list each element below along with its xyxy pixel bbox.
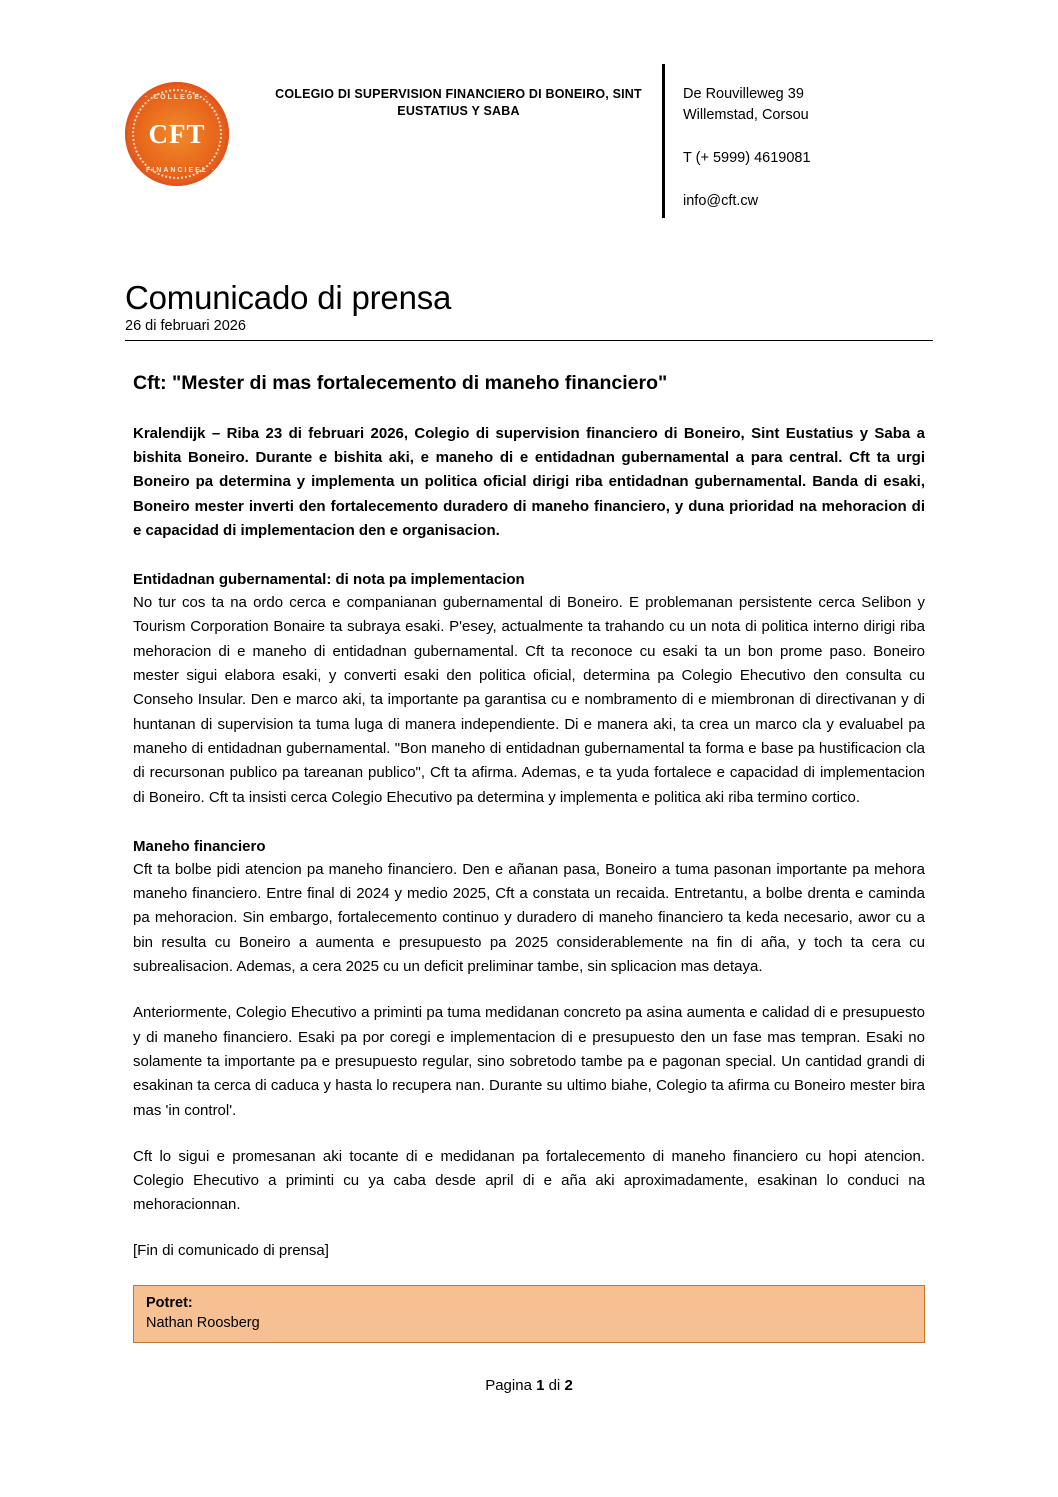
document-title-block — [125, 280, 933, 341]
section-2-paragraph-2: Anteriormente, Colegio Ehecutivo a priminti pa tuma medidanan concreto pa asina aumenta e calidad di e presupuesto y di maneho financiero. Esaki pa por coregi e implementacion di e presupuesto den un fase mas tempran. Esaki no solamente ta importante pa e presupuesto regular, sino sobretodo tambe pa e pagonan special. Un cantidad grandi di esakinan ta cerca di caduca y hasta lo recupera nan. Durante su ultimo biahe, Colegio ta afirma cu Boneiro mester bira mas 'in control'. — [133, 1004, 925, 1119]
section-1-heading: Entidadnan gubernamental: di nota pa implementacion — [133, 571, 525, 589]
address-line-1: De Rouvilleweg 39 — [683, 86, 804, 102]
photo-credit-box — [133, 1285, 925, 1344]
section-1-paragraph: No tur cos ta na ordo cerca e companianan gubernamental di Boneiro. E problemanan persistente cerca Selibon y Tourism Corporation Bonaire ta subraya esaki. P'esey, actualmente ta trahando cu un nota di politica interno dirigi riba mehoracion di e maneho di entidadnan gubernamental. Cft ta reconoce cu esaki ta un bon prome paso. Boneiro mester sigui elabora esaki, y converti esaki den politica oficial, determina pa Colegio Ehecutivo den consulta cu Conseho Insular. Den e marco aki, ta importante pa garantisa cu e nombramento di e miembronan di directivanan y di huntanan di supervision ta tuma luga di manera independiente. Di e manera aki, ta crea un marco cla y evaluabel pa maneho di entidadnan gubernamental. "Bon maneho di entidadnan gubernamental ta forma e base pa hustificacion cla di recursonan publico pa tareanan publico", Cft ta afirma. Ademas, e ta yuda fortalece e capacidad di implementacion di Boneiro. Cft ta insisti cerca Colegio Ehecutivo pa determina y implementa e politica aki riba termino cortico. — [133, 594, 925, 806]
logo-arc-bottom-text: · FINANCIEEL · — [137, 167, 217, 174]
page-title: Comunicado di prensa — [125, 279, 452, 317]
phone-line: T (+ 5999) 4619081 — [683, 150, 811, 167]
photo-credit-name: Nathan Roosberg — [146, 1315, 260, 1332]
logo-arc-top-text: · COLLEGE · — [144, 94, 210, 101]
cft-logo-icon — [125, 82, 229, 186]
footer-total-pages: 2 — [564, 1377, 573, 1395]
section-2-heading: Maneho financiero — [133, 837, 266, 855]
footer-separator: di — [544, 1377, 565, 1395]
article-headline: Cft: "Mester di mas fortalecemento di maneho financiero" — [133, 372, 668, 395]
contact-block — [662, 64, 933, 218]
document-header — [125, 64, 933, 228]
document-date: 26 di februari 2026 — [125, 318, 246, 335]
footer-current-page: 1 — [536, 1377, 545, 1395]
page-footer — [133, 1377, 925, 1424]
section-2-paragraph-3: Cft lo sigui e promesanan aki tocante di e medidanan pa fortalecemento di maneho financiero cu hopi atencion. Colegio Ehecutivo a priminti cu ya caba desde april di e aña aki aproximadamente, esakinan lo conduci na mehoracionnan. — [133, 1147, 925, 1214]
logo-wordmark: CFT — [148, 118, 206, 149]
document-body — [125, 371, 933, 1424]
photo-credit-label: Potret: — [146, 1294, 193, 1311]
address-line-2: Willemstad, Corsou — [683, 107, 809, 124]
email-line[interactable]: info@cft.cw — [683, 193, 759, 210]
footer-prefix: Pagina — [485, 1377, 537, 1395]
logo-container — [125, 64, 255, 186]
organization-title: COLEGIO DI SUPERVISION FINANCIERO DI BONEIRO, SINT EUSTATIUS Y SABA — [275, 87, 642, 118]
address-block — [683, 84, 933, 126]
section-2-paragraph-1: Cft ta bolbe pidi atencion pa maneho financiero. Den e añanan pasa, Boneiro a tuma pasonan importante pa mehora maneho financiero. Entre final di 2024 y medio 2025, Cft a constata un recaida. Entretantu, a bolbe drenta e caminda pa mehoracion. Sin embargo, fortalecemento continuo y duradero di maneho financiero ta keda necesario, awor cu a bin resulta cu Boneiro a aumenta e presupuesto pa 2025 considerablemente na fin di aña, y toch ta cera cu subrealisacion. Ademas, a cera 2025 cu un deficit preliminar tambe, sin splicacion mas detaya. — [133, 860, 925, 976]
lead-paragraph: Kralendijk – Riba 23 di februari 2026, Colegio di supervision financiero di Boneiro, Sint Eustatius y Saba a bishita Boneiro. Durante e bishita aki, e maneho di e entidadnan gubernamental a para central. Cft ta urgi Boneiro pa determina y implementa un politica oficial dirigi riba entidadnan gubernamental. Banda di esaki, Boneiro mester inverti den fortalecemento duradero di maneho financiero, y duna prioridad na mehoracion di e capacidad di implementacion den e organisacion. — [133, 424, 925, 539]
end-of-release-marker: [Fin di comunicado di prensa] — [133, 1241, 329, 1259]
